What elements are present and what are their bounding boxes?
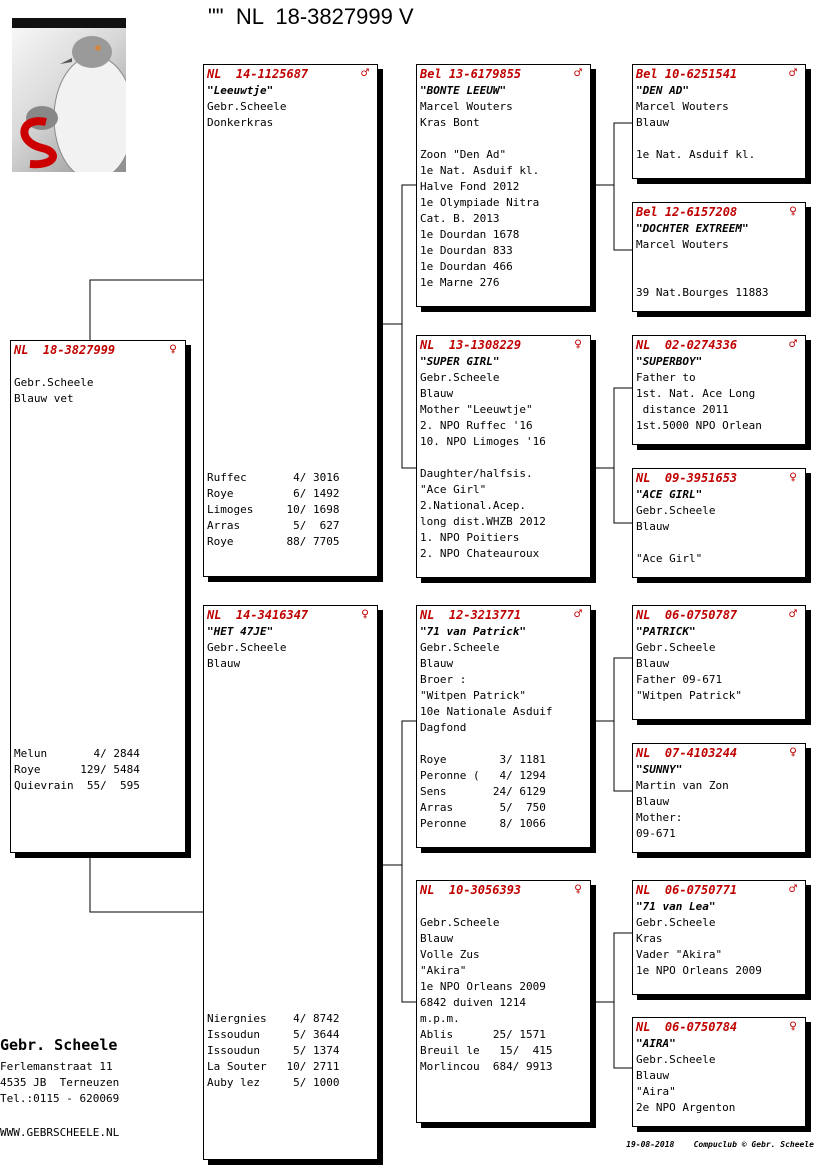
pigeon-info-line: Marcel Wouters: [636, 238, 729, 251]
pigeon-name: "71 van Patrick": [420, 625, 526, 638]
female-symbol-icon: ♀: [789, 1019, 797, 1034]
female-symbol-icon: ♀: [574, 337, 582, 352]
pigeon-info-line: "Witpen Patrick": [420, 689, 526, 702]
pigeon-info-line: Sens 24/ 6129: [420, 785, 546, 798]
pigeon-name: "BONTE LEEUW": [420, 84, 507, 97]
pigeon-info-line: Blauw vet: [14, 392, 74, 405]
pigeon-info-line: [636, 253, 803, 269]
pigeon-info-line: distance 2011: [636, 403, 729, 416]
pigeon-info-line: Gebr.Scheele: [420, 641, 500, 654]
pigeon-info-line: Mother "Leeuwtje": [420, 403, 533, 416]
pigeon-info-line: Cat. B. 2013: [420, 212, 500, 225]
female-symbol-icon: ♀: [361, 607, 369, 622]
pigeon-info-line: 1e NPO Orleans 2009: [636, 964, 762, 977]
race-result: Ruffec 4/ 3016: [207, 471, 340, 484]
pigeon-info-line: 1e Nat. Asduif kl.: [420, 164, 540, 177]
race-result: Niergnies 4/ 8742: [207, 1012, 340, 1025]
pigeon-info-line: 1st. Nat. Ace Long: [636, 387, 756, 400]
pigeon-info-line: Gebr.Scheele: [207, 100, 287, 113]
footer-credit: 19-08-2018 Compuclub © Gebr. Scheele: [626, 1140, 814, 1149]
pigeon-card-p13[interactable]: [632, 880, 806, 995]
pigeon-card-p4[interactable]: [416, 335, 591, 578]
pigeon-info-line: Blauw: [207, 657, 241, 670]
pigeon-info-line: Gebr.Scheele: [636, 1053, 716, 1066]
pigeon-info-line: m.p.m.: [420, 1012, 460, 1025]
ring-number: NL 06-0750787: [636, 608, 738, 622]
race-result: Melun 4/ 2844: [14, 747, 140, 760]
pigeon-name: "SUPERBOY": [636, 355, 703, 368]
race-result: Arras 5/ 627: [207, 519, 340, 532]
pigeon-info-line: Blauw: [636, 116, 670, 129]
pigeon-info-line: 2e NPO Argenton: [636, 1101, 736, 1114]
pigeon-card-p8[interactable]: [632, 202, 806, 312]
race-result: Roye 129/ 5484: [14, 763, 140, 776]
pigeon-info-line: Father 09-671: [636, 673, 723, 686]
pigeon-info-line: "Aira": [636, 1085, 676, 1098]
pigeon-name: [420, 899, 588, 915]
female-symbol-icon: ♀: [169, 342, 177, 357]
pigeon-info-line: 2.National.Acep.: [420, 499, 526, 512]
pigeon-card-p9[interactable]: [632, 335, 806, 445]
ring-number: NL 06-0750771: [636, 883, 738, 897]
pigeon-info-line: [636, 131, 803, 147]
pigeon-info-line: Gebr.Scheele: [636, 916, 716, 929]
ring-number: NL 09-3951653: [636, 471, 738, 485]
pigeon-info-line: Kras: [636, 932, 663, 945]
pigeon-info-line: 2. NPO Ruffec '16: [420, 419, 533, 432]
ring-number: NL 06-0750784: [636, 1020, 738, 1034]
pigeon-name: "DEN AD": [636, 84, 689, 97]
race-result: Issoudun 5/ 1374: [207, 1044, 340, 1057]
pigeon-info-line: Breuil le 15/ 415: [420, 1044, 553, 1057]
pigeon-info-line: Halve Fond 2012: [420, 180, 520, 193]
pigeon-info-line: Donkerkras: [207, 116, 274, 129]
pigeon-info-line: 10. NPO Limoges '16: [420, 435, 546, 448]
ring-number: NL 02-0274336: [636, 338, 738, 352]
pigeon-info-line: 1e Olympiade Nitra: [420, 196, 540, 209]
pigeon-info-line: [420, 131, 588, 147]
pigeon-info-line: "Akira": [420, 964, 467, 977]
pigeon-name: "DOCHTER EXTREEM": [636, 222, 749, 235]
pigeon-info-line: [636, 269, 803, 285]
pigeon-info-line: Gebr.Scheele: [636, 641, 716, 654]
pigeon-card-p10[interactable]: [632, 468, 806, 578]
pigeon-name: "AIRA": [636, 1037, 676, 1050]
female-symbol-icon: ♀: [789, 745, 797, 760]
ring-number: NL 10-3056393: [420, 883, 522, 897]
pigeon-info-line: 39 Nat.Bourges 11883: [636, 286, 769, 299]
pigeon-name: [14, 359, 183, 375]
race-result: Issoudun 5/ 3644: [207, 1028, 340, 1041]
pigeon-info-line: 10e Nationale Asduif: [420, 705, 553, 718]
pigeon-info-line: "Ace Girl": [636, 552, 703, 565]
pigeon-info-line: Blauw: [636, 520, 670, 533]
pigeon-info-line: long dist.WHZB 2012: [420, 515, 546, 528]
ring-number: Bel 12-6157208: [636, 205, 738, 219]
pigeon-info-line: Marcel Wouters: [420, 100, 513, 113]
pigeon-info-line: Mother:: [636, 811, 683, 824]
pigeon-info-line: Broer :: [420, 673, 467, 686]
pigeon-name: "Leeuwtje": [207, 84, 274, 97]
pigeon-info-line: 1e Dourdan 1678: [420, 228, 520, 241]
pigeon-info-line: 6842 duiven 1214: [420, 996, 526, 1009]
pigeon-info-line: Peronne 8/ 1066: [420, 817, 546, 830]
pigeon-info-line: 1. NPO Poitiers: [420, 531, 520, 544]
race-result: Quievrain 55/ 595: [14, 779, 140, 792]
pigeon-info-line: Gebr.Scheele: [420, 916, 500, 929]
pigeon-card-p2[interactable]: [203, 605, 378, 1160]
pigeon-info-line: 1e Dourdan 466: [420, 260, 513, 273]
page-title: "" NL 18-3827999 V: [208, 4, 414, 29]
pigeon-info-line: Ablis 25/ 1571: [420, 1028, 546, 1041]
pigeon-info-line: Gebr.Scheele: [207, 641, 287, 654]
pigeon-info-line: Blauw: [636, 1069, 670, 1082]
pigeon-info-line: "Witpen Patrick": [636, 689, 742, 702]
female-symbol-icon: ♀: [574, 882, 582, 897]
race-result: Roye 6/ 1492: [207, 487, 340, 500]
pigeon-info-line: Kras Bont: [420, 116, 480, 129]
breeder-city: 4535 JB Terneuzen: [0, 1076, 120, 1089]
pigeon-info-line: 1st.5000 NPO Orlean: [636, 419, 762, 432]
pigeon-name: "PATRICK": [636, 625, 696, 638]
ring-number: NL 13-1308229: [420, 338, 522, 352]
pigeon-info-line: 1e Marne 276: [420, 276, 500, 289]
pigeon-card-p7[interactable]: [632, 64, 806, 179]
pigeon-name: "HET 47JE": [207, 625, 274, 638]
race-result: Roye 88/ 7705: [207, 535, 340, 548]
male-symbol-icon: ♂: [361, 66, 369, 81]
pigeon-info-line: 09-671: [636, 827, 676, 840]
female-symbol-icon: ♀: [789, 470, 797, 485]
breeder-street: Ferlemanstraat 11: [0, 1060, 113, 1073]
pigeon-info-line: Roye 3/ 1181: [420, 753, 546, 766]
pigeon-card-p12[interactable]: [632, 743, 806, 853]
pigeon-card-p0[interactable]: [10, 340, 186, 853]
male-symbol-icon: ♂: [789, 607, 797, 622]
ring-number: NL 12-3213771: [420, 608, 522, 622]
pigeon-info-line: "Ace Girl": [420, 483, 487, 496]
race-result: Auby lez 5/ 1000: [207, 1076, 340, 1089]
breeder-website[interactable]: WWW.GEBRSCHEELE.NL: [0, 1126, 120, 1139]
pigeon-info-line: Gebr.Scheele: [14, 376, 94, 389]
pigeon-info-line: 2. NPO Chateauroux: [420, 547, 540, 560]
pigeon-name: "71 van Lea": [636, 900, 716, 913]
ring-number: NL 07-4103244: [636, 746, 738, 760]
pigeon-info-line: Blauw: [636, 795, 670, 808]
pigeon-info-line: [420, 736, 588, 752]
pigeon-card-p5[interactable]: [416, 605, 591, 848]
pigeon-info-line: Vader "Akira": [636, 948, 723, 961]
pigeon-name: "SUNNY": [636, 763, 683, 776]
breeder-phone: Tel.:0115 - 620069: [0, 1092, 120, 1105]
pigeon-info-line: Daughter/halfsis.: [420, 467, 533, 480]
pigeon-info-line: Arras 5/ 750: [420, 801, 546, 814]
pigeon-info-line: Volle Zus: [420, 948, 480, 961]
pigeon-info-line: 1e Dourdan 833: [420, 244, 513, 257]
race-result: La Souter 10/ 2711: [207, 1060, 340, 1073]
pigeon-info-line: Blauw: [420, 932, 454, 945]
breeder-name: Gebr. Scheele: [0, 1036, 118, 1054]
ring-number: Bel 13-6179855: [420, 67, 522, 81]
pigeon-info-line: Morlincou 684/ 9913: [420, 1060, 553, 1073]
pigeon-info-line: Marcel Wouters: [636, 100, 729, 113]
pigeon-info-line: Father to: [636, 371, 696, 384]
ring-number: NL 18-3827999: [14, 343, 116, 357]
pigeon-name: "ACE GIRL": [636, 488, 703, 501]
pigeon-card-p3[interactable]: [416, 64, 591, 307]
pigeon-info-line: Blauw: [420, 387, 454, 400]
pigeon-info-line: Zoon "Den Ad": [420, 148, 507, 161]
pigeon-info-line: Blauw: [420, 657, 454, 670]
ring-number: NL 14-3416347: [207, 608, 309, 622]
pigeon-info-line: 1e NPO Orleans 2009: [420, 980, 546, 993]
pigeon-info-line: Dagfond: [420, 721, 467, 734]
pigeon-info-line: Blauw: [636, 657, 670, 670]
male-symbol-icon: ♂: [789, 337, 797, 352]
pigeon-info-line: [636, 535, 803, 551]
male-symbol-icon: ♂: [574, 66, 582, 81]
pigeon-name: "SUPER GIRL": [420, 355, 500, 368]
ring-number: NL 14-1125687: [207, 67, 309, 81]
pigeon-info-line: [420, 450, 588, 466]
female-symbol-icon: ♀: [789, 204, 797, 219]
pigeon-card-p11[interactable]: [632, 605, 806, 720]
pigeon-info-line: 1e Nat. Asduif kl.: [636, 148, 756, 161]
pigeon-card-p14[interactable]: [632, 1017, 806, 1127]
male-symbol-icon: ♂: [574, 607, 582, 622]
pigeon-card-p6[interactable]: [416, 880, 591, 1123]
male-symbol-icon: ♂: [789, 66, 797, 81]
pigeon-card-p1[interactable]: [203, 64, 378, 577]
pigeon-info-line: Martin van Zon: [636, 779, 729, 792]
ring-number: Bel 10-6251541: [636, 67, 738, 81]
pigeon-info-line: Gebr.Scheele: [636, 504, 716, 517]
pigeon-info-line: Peronne ( 4/ 1294: [420, 769, 546, 782]
male-symbol-icon: ♂: [789, 882, 797, 897]
race-result: Limoges 10/ 1698: [207, 503, 340, 516]
pigeon-info-line: Gebr.Scheele: [420, 371, 500, 384]
